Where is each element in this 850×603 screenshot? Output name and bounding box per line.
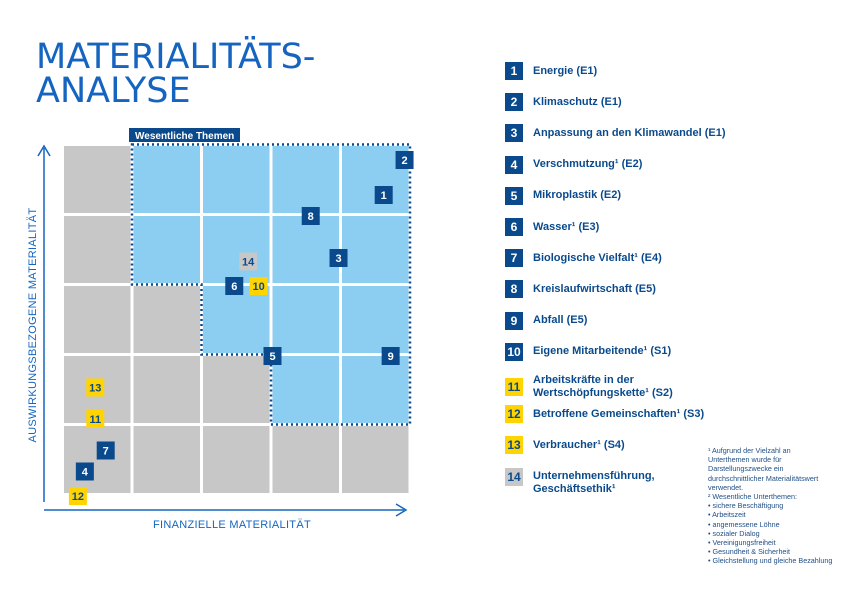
- footnote-2-item: • angemessene Löhne: [708, 520, 833, 529]
- legend-label: Anpassung an den Klimawandel (E1): [533, 126, 726, 139]
- legend-item-11: [505, 374, 745, 400]
- legend-label: Kreislaufwirtschaft (E5): [533, 282, 656, 295]
- topic-badge-11: [86, 410, 104, 428]
- footnote-2-list: [708, 501, 833, 565]
- legend-item-14: [505, 468, 663, 496]
- legend-badge: 14: [505, 468, 523, 486]
- topic-badge-number: 5: [269, 351, 276, 363]
- matrix-cell-c5-r3: [342, 286, 409, 353]
- matrix-cell-c3-r3: [203, 286, 270, 353]
- matrix-cell-c4-r2: [273, 356, 340, 423]
- title-line-2: ANALYSE: [36, 71, 191, 111]
- legend-badge: 10: [505, 343, 523, 361]
- matrix-cell-c4-r4: [273, 216, 340, 283]
- x-axis-label: FINANZIELLE MATERIALITÄT: [153, 519, 311, 531]
- title-line-1: MATERIALITÄTS-: [36, 37, 316, 77]
- legend-item-1: [505, 62, 597, 80]
- legend-badge: 6: [505, 218, 523, 236]
- legend-item-4: [505, 156, 642, 174]
- topic-badge-number: 13: [89, 382, 102, 395]
- topic-badge-number: 3: [335, 253, 342, 265]
- topic-badge-10: [250, 277, 268, 295]
- legend-label: Biologische Vielfalt¹ (E4): [533, 251, 662, 264]
- topic-badge-number: 4: [81, 466, 88, 479]
- y-axis-label: AUSWIRKUNGSBEZOGENE MATERIALITÄT: [27, 207, 39, 443]
- topic-badge-number: 1: [380, 190, 387, 202]
- matrix-cell-c2-r2: [134, 356, 201, 423]
- topic-badge-5: [264, 347, 282, 365]
- topic-badge-7: [97, 442, 115, 460]
- topic-badge-number: 10: [252, 281, 265, 293]
- matrix-cell-c1-r4: [64, 216, 131, 283]
- matrix-cell-c3-r5: [203, 146, 270, 213]
- matrix-cell-c2-r5: [134, 146, 201, 213]
- footnote-1: [708, 446, 833, 492]
- matrix-cell-c4-r5: [273, 146, 340, 213]
- legend-label: Betroffene Gemeinschaften¹ (S3): [533, 407, 705, 420]
- matrix-cell-c5-r1: [342, 426, 409, 493]
- legend-item-9: [505, 312, 587, 330]
- legend-label: Mikroplastik (E2): [533, 189, 622, 202]
- matrix-cell-c5-r4: [342, 216, 409, 283]
- topic-badge-1: [375, 186, 393, 204]
- matrix-cell-c1-r3: [64, 286, 131, 353]
- topic-badge-number: 6: [231, 281, 238, 293]
- footnote-2-item: • sichere Beschäftigung: [708, 501, 833, 510]
- legend-badge: 9: [505, 312, 523, 330]
- legend-label: Abfall (E5): [533, 314, 588, 327]
- legend-label: Unternehmensführung, Geschäftsethik¹: [533, 469, 655, 495]
- matrix-cell-c4-r1: [273, 426, 340, 493]
- footnote-2-item: • sozialer Dialog: [708, 529, 833, 538]
- topic-badge-12: [69, 487, 87, 505]
- matrix-cell-c1-r5: [64, 146, 131, 213]
- footnote-2-title: ² Wesentliche Unterthemen:: [708, 492, 797, 501]
- legend-label: Energie (E1): [533, 64, 598, 77]
- topic-badge-13: [86, 379, 104, 397]
- topic-badge-14: [239, 253, 257, 271]
- highlight-tag: [129, 128, 240, 142]
- matrix-cell-c5-r2: [342, 356, 409, 423]
- topic-badge-number: 11: [89, 414, 102, 426]
- legend-item-3: [505, 124, 726, 142]
- topic-badge-3: [330, 249, 348, 267]
- legend-badge: 3: [505, 124, 523, 142]
- legend-badge: 5: [505, 187, 523, 205]
- legend-label: Klimaschutz (E1): [533, 95, 622, 108]
- legend-item-8: [505, 280, 656, 298]
- topic-badge-4: [76, 463, 94, 481]
- footnote-2-item: • Arbeitszeit: [708, 510, 833, 519]
- topic-badge-number: 7: [102, 445, 109, 458]
- matrix-cell-c2-r4: [134, 216, 201, 283]
- legend-item-6: [505, 218, 599, 236]
- legend-item-5: [505, 187, 621, 205]
- legend-badge: 2: [505, 93, 523, 111]
- footnote-2: [708, 492, 833, 566]
- legend-item-7: [505, 249, 662, 267]
- legend-label: Verbraucher¹ (S4): [533, 438, 625, 451]
- topic-badge-number: 8: [307, 211, 314, 223]
- legend-badge: 12: [505, 405, 523, 423]
- matrix-cell-c2-r1: [134, 426, 201, 493]
- legend-badge: 7: [505, 249, 523, 267]
- footnote-1-text: ¹ Aufgrund der Vielzahl an Unterthemen wurde für Darstellungszwecke ein durchschnittlicher Materialitätswert verwendet.: [708, 446, 819, 492]
- legend-item-2: [505, 93, 622, 111]
- matrix-cell-c2-r3: [134, 286, 201, 353]
- legend-label: Verschmutzung¹ (E2): [533, 158, 643, 171]
- legend-badge: 13: [505, 436, 523, 454]
- legend-label: Arbeitskräfte in der Wertschöpfungskette¹ (S2): [533, 374, 673, 399]
- topic-badge-9: [382, 347, 400, 365]
- footnote-2-item: • Vereinigungsfreiheit: [708, 538, 833, 547]
- topic-badge-6: [225, 277, 243, 295]
- highlight-label: Wesentliche Themen: [135, 131, 235, 142]
- matrix-cell-c3-r1: [203, 426, 270, 493]
- topic-badge-number: 9: [387, 351, 394, 363]
- legend-item-13: [505, 436, 625, 454]
- legend-badge: 8: [505, 280, 523, 298]
- topic-badge-8: [302, 207, 320, 225]
- legend-label: Wasser¹ (E3): [533, 220, 600, 233]
- legend-badge: 1: [505, 62, 523, 80]
- topic-badge-2: [396, 151, 414, 169]
- matrix-cell-c3-r4: [203, 216, 270, 283]
- topic-badge-number: 12: [71, 491, 85, 503]
- legend-badge: 4: [505, 156, 523, 174]
- legend-label: Eigene Mitarbeitende¹ (S1): [533, 345, 672, 358]
- legend-item-10: [505, 343, 671, 361]
- legend-badge: 11: [505, 378, 523, 396]
- legend-item-12: [505, 405, 704, 423]
- matrix-cell-c3-r2: [203, 356, 270, 423]
- matrix-cell-c4-r3: [273, 286, 340, 353]
- footnote-2-item: • Gesundheit & Sicherheit: [708, 547, 833, 556]
- footnote-2-item: • Gleichstellung und gleiche Bezahlung: [708, 556, 833, 565]
- topic-badge-number: 2: [401, 155, 408, 167]
- topic-badge-number: 14: [242, 256, 255, 269]
